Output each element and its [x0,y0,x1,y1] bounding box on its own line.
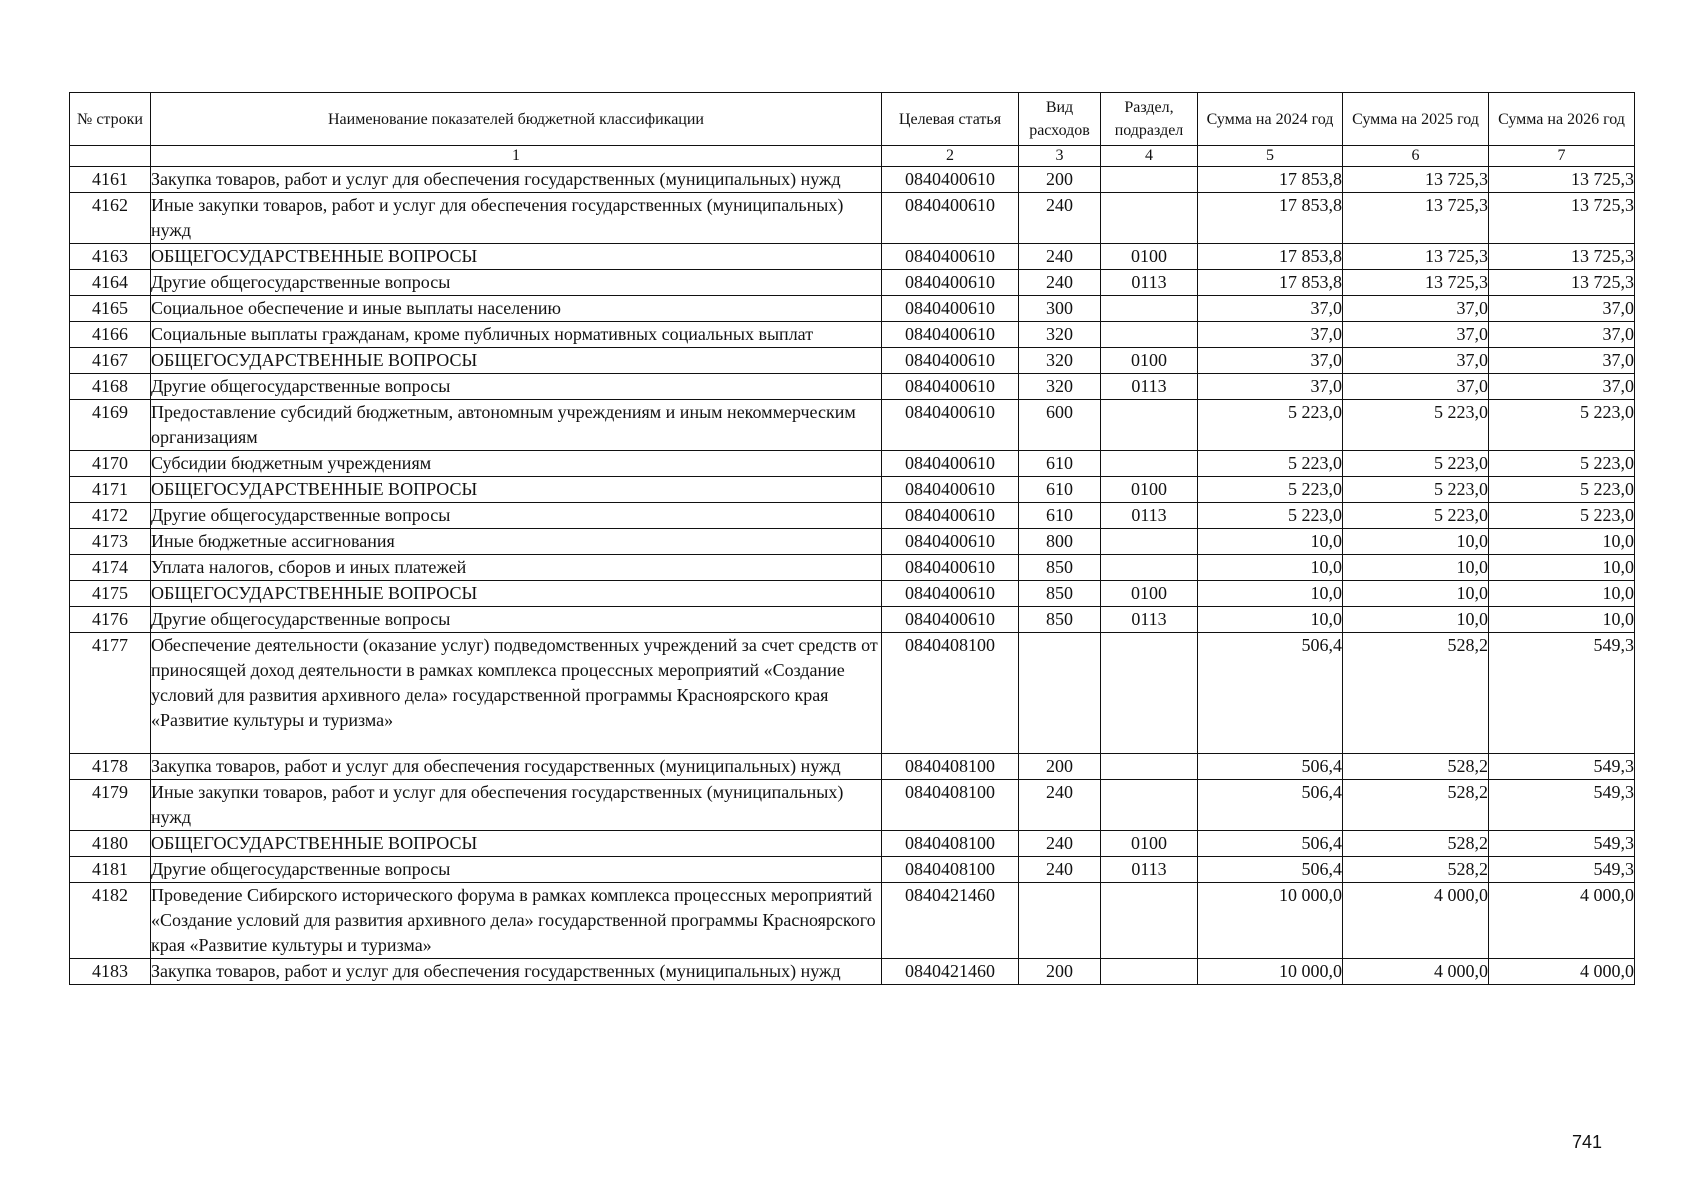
sum-2026: 5 223,0 [1489,477,1635,503]
sum-2025: 5 223,0 [1343,503,1489,529]
row-number: 4180 [70,831,151,857]
row-name: Проведение Сибирского исторического форума в рамках комплекса процессных мероприятий «Создание условий для развития архивного дела» государственной программы Красноярского края «Развитие культуры и туризма» [151,883,882,959]
section-code: 0100 [1101,244,1198,270]
section-code [1101,555,1198,581]
table-row [70,959,1635,985]
table-row [70,400,1635,451]
table-row [70,780,1635,831]
table-row [70,633,1635,754]
row-number: 4165 [70,296,151,322]
sum-2026: 5 223,0 [1489,400,1635,451]
row-number: 4183 [70,959,151,985]
expense-kind: 200 [1019,959,1101,985]
row-number: 4177 [70,633,151,754]
expense-kind [1019,633,1101,754]
section-code: 0113 [1101,607,1198,633]
sum-2024: 10 000,0 [1198,959,1343,985]
sum-2024: 17 853,8 [1198,193,1343,244]
expense-kind: 240 [1019,831,1101,857]
sum-2025: 37,0 [1343,348,1489,374]
row-number: 4179 [70,780,151,831]
table-row [70,555,1635,581]
section-code: 0113 [1101,270,1198,296]
sum-2026: 549,3 [1489,857,1635,883]
table-row [70,374,1635,400]
row-number: 4175 [70,581,151,607]
expense-kind: 610 [1019,451,1101,477]
budget-table [69,92,1635,985]
section-code: 0100 [1101,477,1198,503]
expense-kind: 320 [1019,322,1101,348]
table-row [70,754,1635,780]
sum-2025: 528,2 [1343,780,1489,831]
row-name: Иные закупки товаров, работ и услуг для обеспечения государственных (муниципальных) нужд [151,780,882,831]
target-article: 0840400610 [882,503,1019,529]
sum-2026: 4 000,0 [1489,883,1635,959]
row-name: Другие общегосударственные вопросы [151,857,882,883]
column-number: 7 [1489,146,1635,167]
target-article: 0840400610 [882,555,1019,581]
sum-2026: 549,3 [1489,831,1635,857]
section-code: 0100 [1101,831,1198,857]
section-code [1101,322,1198,348]
section-code: 0113 [1101,503,1198,529]
expense-kind: 240 [1019,244,1101,270]
row-number: 4168 [70,374,151,400]
sum-2026: 10,0 [1489,555,1635,581]
sum-2026: 37,0 [1489,296,1635,322]
section-code [1101,633,1198,754]
sum-2024: 37,0 [1198,348,1343,374]
row-number: 4172 [70,503,151,529]
section-code [1101,296,1198,322]
row-name: Другие общегосударственные вопросы [151,503,882,529]
table-row [70,607,1635,633]
sum-2026: 13 725,3 [1489,193,1635,244]
sum-2026: 13 725,3 [1489,270,1635,296]
table-row [70,296,1635,322]
section-code [1101,883,1198,959]
sum-2024: 10,0 [1198,555,1343,581]
sum-2025: 13 725,3 [1343,270,1489,296]
expense-kind: 200 [1019,754,1101,780]
sum-2025: 4 000,0 [1343,959,1489,985]
table-row [70,167,1635,193]
row-number: 4170 [70,451,151,477]
target-article: 0840400610 [882,581,1019,607]
table-row [70,581,1635,607]
row-number: 4174 [70,555,151,581]
row-number: 4162 [70,193,151,244]
header-sum-2024: Сумма на 2024 год [1198,93,1343,146]
sum-2025: 13 725,3 [1343,193,1489,244]
column-number-row [70,146,1635,167]
column-number: 5 [1198,146,1343,167]
sum-2025: 37,0 [1343,322,1489,348]
sum-2025: 10,0 [1343,529,1489,555]
sum-2026: 10,0 [1489,581,1635,607]
section-code [1101,451,1198,477]
sum-2025: 528,2 [1343,633,1489,754]
expense-kind: 850 [1019,555,1101,581]
sum-2025: 37,0 [1343,374,1489,400]
sum-2026: 13 725,3 [1489,167,1635,193]
sum-2024: 506,4 [1198,857,1343,883]
sum-2024: 10,0 [1198,529,1343,555]
target-article: 0840400610 [882,296,1019,322]
row-name: Уплата налогов, сборов и иных платежей [151,555,882,581]
expense-kind: 850 [1019,607,1101,633]
header-sum-2026: Сумма на 2026 год [1489,93,1635,146]
expense-kind: 850 [1019,581,1101,607]
target-article: 0840408100 [882,780,1019,831]
target-article: 0840400610 [882,374,1019,400]
sum-2025: 10,0 [1343,555,1489,581]
sum-2026: 10,0 [1489,529,1635,555]
column-number [70,146,151,167]
table-row [70,244,1635,270]
sum-2024: 5 223,0 [1198,400,1343,451]
section-code [1101,193,1198,244]
section-code [1101,780,1198,831]
row-name: ОБЩЕГОСУДАРСТВЕННЫЕ ВОПРОСЫ [151,477,882,503]
section-code: 0100 [1101,348,1198,374]
row-number: 4176 [70,607,151,633]
target-article: 0840400610 [882,400,1019,451]
row-number: 4164 [70,270,151,296]
header-name: Наименование показателей бюджетной классификации [151,93,882,146]
sum-2025: 10,0 [1343,607,1489,633]
sum-2026: 549,3 [1489,633,1635,754]
header-section: Раздел, подраздел [1101,93,1198,146]
sum-2025: 528,2 [1343,754,1489,780]
target-article: 0840408100 [882,857,1019,883]
sum-2024: 506,4 [1198,633,1343,754]
sum-2026: 37,0 [1489,322,1635,348]
table-row [70,529,1635,555]
header-sum-2025: Сумма на 2025 год [1343,93,1489,146]
row-name: Предоставление субсидий бюджетным, автономным учреждениям и иным некоммерческим организациям [151,400,882,451]
row-name: Закупка товаров, работ и услуг для обеспечения государственных (муниципальных) нужд [151,754,882,780]
sum-2024: 506,4 [1198,831,1343,857]
sum-2024: 5 223,0 [1198,477,1343,503]
target-article: 0840421460 [882,883,1019,959]
row-name: Другие общегосударственные вопросы [151,607,882,633]
section-code [1101,167,1198,193]
column-number: 2 [882,146,1019,167]
table-row [70,451,1635,477]
header-target-article: Целевая статья [882,93,1019,146]
sum-2025: 4 000,0 [1343,883,1489,959]
row-name: Закупка товаров, работ и услуг для обеспечения государственных (муниципальных) нужд [151,959,882,985]
sum-2024: 17 853,8 [1198,167,1343,193]
sum-2026: 5 223,0 [1489,503,1635,529]
target-article: 0840400610 [882,167,1019,193]
sum-2025: 5 223,0 [1343,477,1489,503]
row-number: 4169 [70,400,151,451]
row-name: ОБЩЕГОСУДАРСТВЕННЫЕ ВОПРОСЫ [151,831,882,857]
sum-2024: 17 853,8 [1198,244,1343,270]
row-number: 4181 [70,857,151,883]
table-row [70,348,1635,374]
table-row [70,883,1635,959]
column-number: 6 [1343,146,1489,167]
row-name: ОБЩЕГОСУДАРСТВЕННЫЕ ВОПРОСЫ [151,244,882,270]
sum-2024: 506,4 [1198,780,1343,831]
sum-2024: 17 853,8 [1198,270,1343,296]
expense-kind [1019,883,1101,959]
target-article: 0840400610 [882,607,1019,633]
expense-kind: 240 [1019,857,1101,883]
row-number: 4167 [70,348,151,374]
expense-kind: 320 [1019,374,1101,400]
row-name: Другие общегосударственные вопросы [151,270,882,296]
row-number: 4163 [70,244,151,270]
expense-kind: 610 [1019,503,1101,529]
target-article: 0840400610 [882,529,1019,555]
expense-kind: 320 [1019,348,1101,374]
row-number: 4182 [70,883,151,959]
row-name: ОБЩЕГОСУДАРСТВЕННЫЕ ВОПРОСЫ [151,581,882,607]
sum-2026: 549,3 [1489,780,1635,831]
row-number: 4161 [70,167,151,193]
target-article: 0840400610 [882,270,1019,296]
target-article: 0840400610 [882,348,1019,374]
expense-kind: 240 [1019,193,1101,244]
table-row [70,477,1635,503]
expense-kind: 600 [1019,400,1101,451]
row-name: Иные закупки товаров, работ и услуг для обеспечения государственных (муниципальных) нужд [151,193,882,244]
row-name: Социальные выплаты гражданам, кроме публичных нормативных социальных выплат [151,322,882,348]
sum-2025: 13 725,3 [1343,244,1489,270]
target-article: 0840408100 [882,831,1019,857]
expense-kind: 200 [1019,167,1101,193]
sum-2024: 37,0 [1198,296,1343,322]
sum-2025: 528,2 [1343,857,1489,883]
section-code [1101,754,1198,780]
sum-2026: 10,0 [1489,607,1635,633]
sum-2024: 37,0 [1198,374,1343,400]
row-number: 4173 [70,529,151,555]
sum-2025: 528,2 [1343,831,1489,857]
target-article: 0840400610 [882,322,1019,348]
expense-kind: 610 [1019,477,1101,503]
table-row [70,322,1635,348]
expense-kind: 240 [1019,270,1101,296]
table-row [70,503,1635,529]
sum-2026: 13 725,3 [1489,244,1635,270]
row-number: 4171 [70,477,151,503]
header-rownum: № строки [70,93,151,146]
sum-2026: 37,0 [1489,374,1635,400]
page-number: 741 [1572,1132,1603,1152]
section-code [1101,400,1198,451]
sum-2024: 10,0 [1198,581,1343,607]
section-code: 0113 [1101,374,1198,400]
sum-2024: 506,4 [1198,754,1343,780]
target-article: 0840400610 [882,451,1019,477]
sum-2025: 37,0 [1343,296,1489,322]
sum-2024: 37,0 [1198,322,1343,348]
sum-2026: 37,0 [1489,348,1635,374]
sum-2024: 5 223,0 [1198,451,1343,477]
table-row [70,270,1635,296]
table-row [70,193,1635,244]
row-name: Другие общегосударственные вопросы [151,374,882,400]
section-code [1101,959,1198,985]
row-name: Обеспечение деятельности (оказание услуг) подведомственных учреждений за счет средств от приносящей доход деятельности в рамках комплекса процессных мероприятий «Создание условий для развития архивного дела» государственной программы Красноярского края «Развитие культуры и туризма» [151,633,882,754]
header-expense-kind: Вид расходов [1019,93,1101,146]
sum-2025: 10,0 [1343,581,1489,607]
target-article: 0840408100 [882,633,1019,754]
section-code: 0100 [1101,581,1198,607]
target-article: 0840400610 [882,193,1019,244]
target-article: 0840400610 [882,477,1019,503]
row-number: 4166 [70,322,151,348]
sum-2026: 549,3 [1489,754,1635,780]
sum-2024: 5 223,0 [1198,503,1343,529]
table-body [70,167,1635,985]
row-name: Социальное обеспечение и иные выплаты населению [151,296,882,322]
row-name: Субсидии бюджетным учреждениям [151,451,882,477]
sum-2024: 10,0 [1198,607,1343,633]
table-row [70,831,1635,857]
sum-2025: 5 223,0 [1343,400,1489,451]
section-code [1101,529,1198,555]
row-name: Закупка товаров, работ и услуг для обеспечения государственных (муниципальных) нужд [151,167,882,193]
sum-2026: 5 223,0 [1489,451,1635,477]
target-article: 0840421460 [882,959,1019,985]
sum-2025: 5 223,0 [1343,451,1489,477]
sum-2025: 13 725,3 [1343,167,1489,193]
column-number: 4 [1101,146,1198,167]
target-article: 0840408100 [882,754,1019,780]
row-name: ОБЩЕГОСУДАРСТВЕННЫЕ ВОПРОСЫ [151,348,882,374]
sum-2024: 10 000,0 [1198,883,1343,959]
row-number: 4178 [70,754,151,780]
section-code: 0113 [1101,857,1198,883]
expense-kind: 800 [1019,529,1101,555]
sum-2026: 4 000,0 [1489,959,1635,985]
table-row [70,857,1635,883]
expense-kind: 240 [1019,780,1101,831]
target-article: 0840400610 [882,244,1019,270]
column-number: 1 [151,146,882,167]
expense-kind: 300 [1019,296,1101,322]
column-number: 3 [1019,146,1101,167]
row-name: Иные бюджетные ассигнования [151,529,882,555]
